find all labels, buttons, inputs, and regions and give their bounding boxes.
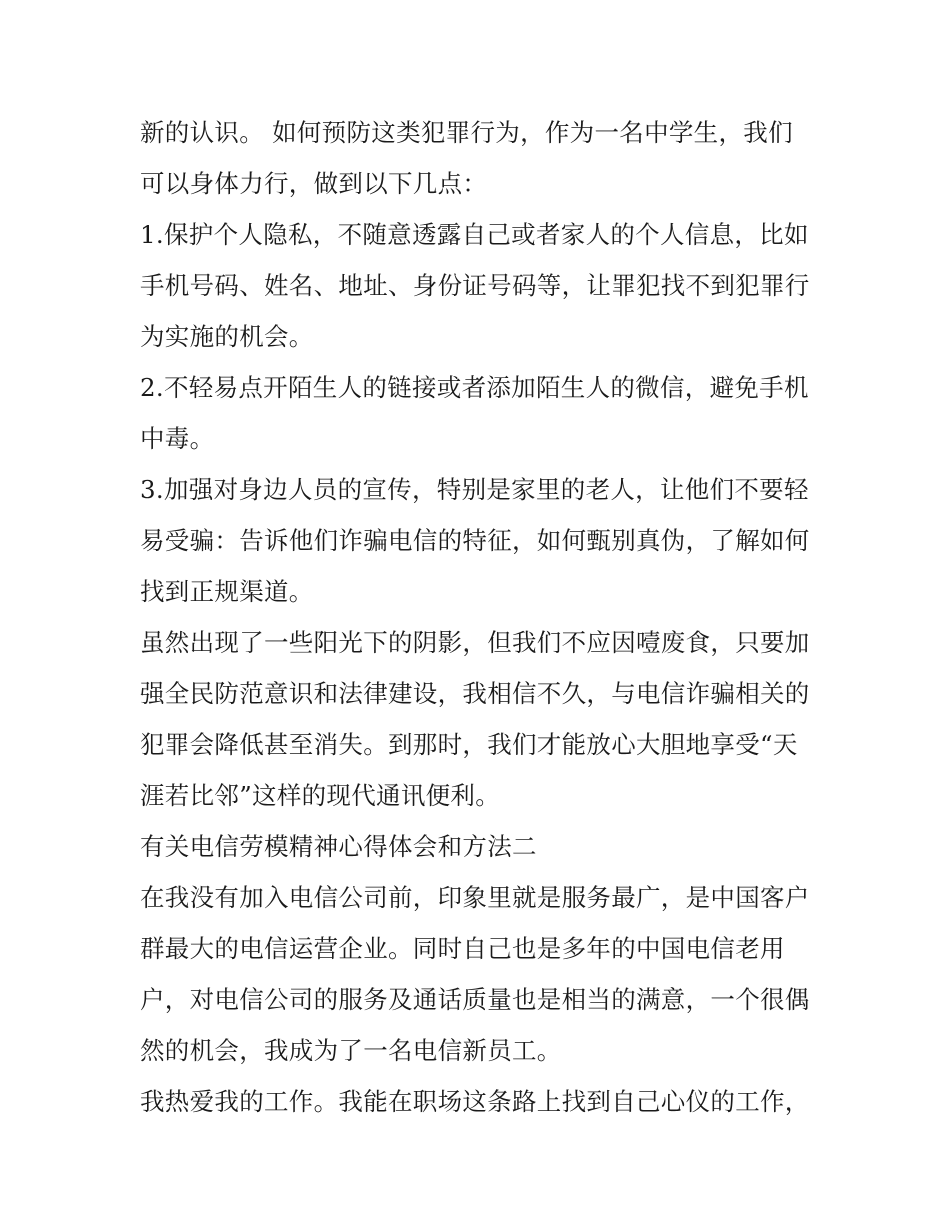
text-line: 可以身体力行，做到以下几点： xyxy=(140,169,488,198)
text-line: 户，对电信公司的服务及通话质量也是相当的满意，一个很偶 xyxy=(140,985,810,1014)
text-line: 涯若比邻”这样的现代通讯便利。 xyxy=(140,781,501,810)
text-line: 虽然出现了一些阳光下的阴影，但我们不应因噎废食，只要加 xyxy=(140,628,810,657)
text-line: 群最大的电信运营企业。同时自己也是多年的中国电信老用 xyxy=(140,934,785,963)
section-heading: 有关电信劳模精神心得体会和方法二 xyxy=(140,832,537,861)
text-line: 然的机会，我成为了一名电信新员工。 xyxy=(140,1036,562,1065)
text-line: 手机号码、姓名、地址、身份证号码等，让罪犯找不到犯罪行 xyxy=(140,271,810,300)
text-line: 我热爱我的工作。我能在职场这条路上找到自己心仪的工作， xyxy=(140,1087,810,1116)
document-body xyxy=(140,107,815,1127)
text-line: 新的认识。 如何预防这类犯罪行为，作为一名中学生，我们 xyxy=(140,118,793,147)
text-line: 强全民防范意识和法律建设，我相信不久，与电信诈骗相关的 xyxy=(140,679,810,708)
text-line: 在我没有加入电信公司前，印象里就是服务最广，是中国客户 xyxy=(140,883,810,912)
text-line: 1.保护个人隐私，不随意透露自己或者家人的个人信息，比如 xyxy=(140,220,809,249)
text-line: 犯罪会降低甚至消失。到那时，我们才能放心大胆地享受“天 xyxy=(140,730,798,759)
text-line: 找到正规渠道。 xyxy=(140,577,314,606)
text-line: 为实施的机会。 xyxy=(140,322,314,351)
text-line: 3.加强对身边人员的宣传，特别是家里的老人，让他们不要轻 xyxy=(140,475,809,504)
text-line: 易受骗：告诉他们诈骗电信的特征，如何甄别真伪，了解如何 xyxy=(140,526,810,555)
text-line: 中毒。 xyxy=(140,424,215,453)
text-line: 2.不轻易点开陌生人的链接或者添加陌生人的微信，避免手机 xyxy=(140,373,809,402)
